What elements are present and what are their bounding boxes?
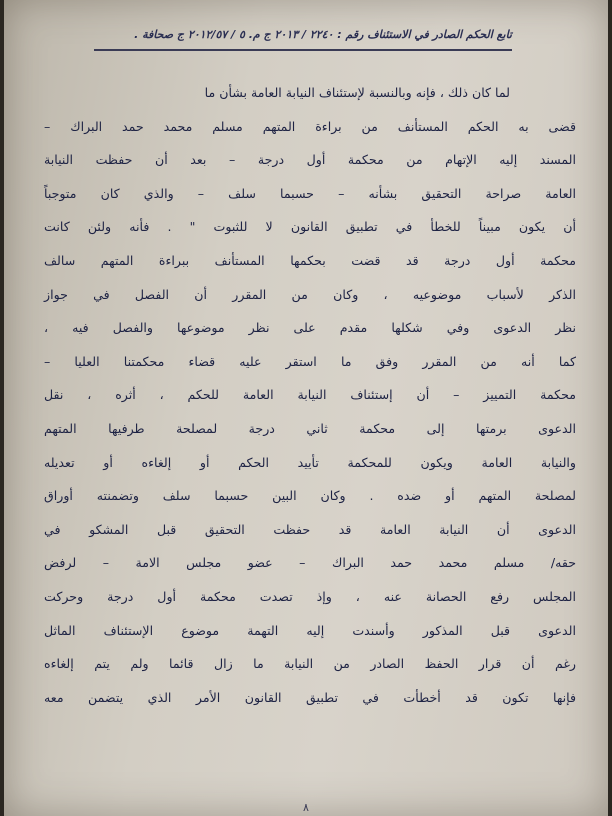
text-line: كما أنه من المقرر وفق ما استقر عليه قضاء محكمتنا العليا – bbox=[44, 353, 576, 369]
text-line: الدعوى قبل المذكور وأسندت إليه التهمة موضوع الإستئناف الماثل bbox=[44, 622, 576, 638]
text-line: فإنها تكون قد أخطأت في تطبيق القانون الأمر الذي يتضمن معه bbox=[44, 689, 576, 705]
text-line: نظر الدعوى وفي شكلها مقدم على نظر موضوعها والفصل فيه ، bbox=[44, 320, 576, 336]
text-line: قضى به الحكم المستأنف من براءة المتهم مسلم محمد حمد البراك – bbox=[44, 118, 576, 134]
text-line: لمصلحة المتهم أو ضده . وكان البين حسبما سلف وتضمنته أوراق bbox=[44, 488, 576, 504]
text-line: الدعوى برمتها إلى محكمة ثاني درجة لمصلحة طرفيها المتهم bbox=[44, 420, 576, 436]
header-underline bbox=[94, 49, 512, 51]
text-line: محكمة أول درجة قد قضت بحكمها المستأنف ببراءة المتهم سالف bbox=[44, 252, 576, 268]
text-line: الدعوى أن النيابة العامة قد حفظت التحقيق قبل المشكو في bbox=[44, 521, 576, 537]
text-line: الذكر لأسباب موضوعيه ، وكان من المقرر أن الفصل في جواز bbox=[44, 286, 576, 302]
text-line: والنيابة العامة ويكون للمحكمة تأييد الحكم أو إلغاءه أو تعديله bbox=[44, 454, 576, 470]
text-line: المجلس رفع الحصانة عنه ، وإذ تصدت محكمة أول درجة وحركت bbox=[44, 588, 576, 604]
text-line: العامة صراحة التحقيق بشأنه – حسبما سلف – والذي كان متوجباً bbox=[44, 185, 576, 201]
judgment-body bbox=[44, 76, 576, 714]
text-line: أن يكون مبيناً للخطأ في تطبيق القانون لا للثبوت " . فأنه ولئن كانت bbox=[44, 219, 576, 235]
text-line: رغم أن قرار الحفظ الصادر من النيابة ما زال قائما ولم يتم إلغاءه bbox=[44, 656, 576, 672]
page-header: تابع الحكم الصادر في الاستئناف رقم : ٢٢٤٠ / ٢٠١٣ ج م. ٥ / ٢٠١٢/٥٧ ج صحافة . bbox=[134, 28, 512, 41]
text-line: محكمة التمييز – أن إستئناف النيابة العامة للحكم ، أثره ، نقل bbox=[44, 387, 576, 403]
text-line: لما كان ذلك ، فإنه وبالنسبة لإستئناف النيابة العامة بشأن ما bbox=[204, 85, 510, 100]
text-line: المسند إليه الإتهام من محكمة أول درجة – بعد أن حفظت النيابة bbox=[44, 152, 576, 168]
document-page bbox=[4, 0, 608, 816]
page-number: ٨ bbox=[303, 801, 309, 814]
text-line: حقه/ مسلم محمد حمد البراك – عضو مجلس الامة – لرفض bbox=[44, 555, 576, 571]
